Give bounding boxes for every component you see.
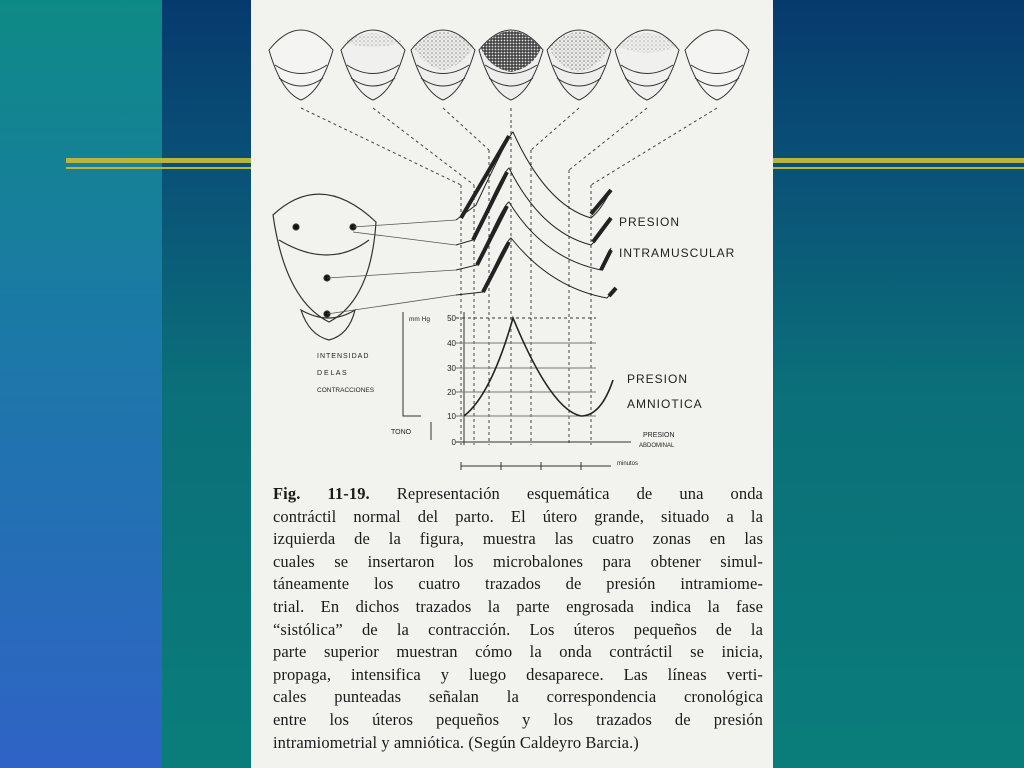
label-presion: PRESION xyxy=(619,215,681,229)
label-intensidad-2: D E L A S xyxy=(317,370,347,377)
caption-fig-label: Fig. 11-19. xyxy=(273,484,370,503)
caption-line-10: cales punteadas señalan la correspondencia cronológica xyxy=(273,687,763,707)
intramuscular-traces xyxy=(456,132,616,298)
large-uterus xyxy=(273,194,376,340)
caption-line-2: contráctil normal del parto. El útero grande, situado a la xyxy=(273,506,763,526)
label-presion-abdominal-2: ABDOMINAL xyxy=(639,443,675,449)
figure-caption xyxy=(273,483,763,754)
caption-line-1: Fig. 11-19. Representación esquemática de una onda xyxy=(273,484,763,503)
timing-connectors xyxy=(301,108,717,445)
label-intramuscular: INTRAMUSCULAR xyxy=(619,246,736,260)
small-uterus-1 xyxy=(269,30,333,100)
accent-rule-right-thin xyxy=(773,167,1024,169)
caption-line-12: intramiometrial y amniótica. (Según Caldeyro Barcia.) xyxy=(273,732,639,752)
label-intensidad-1: INTENSIDAD xyxy=(317,353,370,360)
caption-line-11: entre los úteros pequeños y los trazados de presión xyxy=(273,709,763,729)
small-uterus-5 xyxy=(547,30,611,100)
label-presion-abdominal-1: PRESION xyxy=(643,432,675,439)
tick-20: 20 xyxy=(447,388,456,397)
scanned-figure xyxy=(251,0,773,768)
uterine-contraction-diagram xyxy=(251,0,773,480)
axis-tick-labels xyxy=(447,314,456,447)
caption-line-4: cuales se insertaron los microbalones para obtener simul- xyxy=(273,551,763,571)
left-gradient-band xyxy=(0,0,162,768)
small-uteri-row xyxy=(269,30,749,100)
balloon-leader-lines xyxy=(327,220,456,314)
tick-30: 30 xyxy=(447,364,456,373)
label-intensidad-3: CONTRACCIONES xyxy=(317,387,375,394)
caption-line-6: trial. En dichos trazados la parte engrosada indica la fase xyxy=(273,596,763,616)
small-uterus-3 xyxy=(411,30,475,100)
small-uterus-7 xyxy=(685,30,749,100)
caption-line-7: “sistólica” de la contracción. Los úteros pequeños de la xyxy=(273,619,763,639)
caption-line-9: propaga, intensifica y luego desaparece. Las líneas verti- xyxy=(273,664,763,684)
tick-0: 0 xyxy=(451,438,456,447)
amniotic-axis xyxy=(403,312,631,445)
label-unit: mm Hg xyxy=(409,316,430,323)
accent-rule-left-thin xyxy=(66,167,251,169)
label-presion-amniotica-2: AMNIOTICA xyxy=(627,397,703,411)
caption-line-5: táneamente los cuatro trazados de presión intramiome- xyxy=(273,574,763,594)
small-uterus-6 xyxy=(615,30,679,100)
accent-rule-left xyxy=(66,158,251,163)
tick-50: 50 xyxy=(447,314,456,323)
caption-line-8: parte superior muestran cómo la onda contráctil se inicia, xyxy=(273,642,763,662)
label-minutos: minutos xyxy=(617,461,639,467)
tick-10: 10 xyxy=(447,412,456,421)
small-uterus-2 xyxy=(341,30,405,100)
caption-line-3: izquierda de la figura, muestra las cuatro zonas en las xyxy=(273,529,763,549)
label-presion-amniotica-1: PRESION xyxy=(627,372,689,386)
small-uterus-4 xyxy=(479,30,543,100)
time-axis xyxy=(461,462,611,470)
accent-rule-right xyxy=(773,158,1024,163)
label-tono: TONO xyxy=(391,429,412,436)
tick-40: 40 xyxy=(447,339,456,348)
